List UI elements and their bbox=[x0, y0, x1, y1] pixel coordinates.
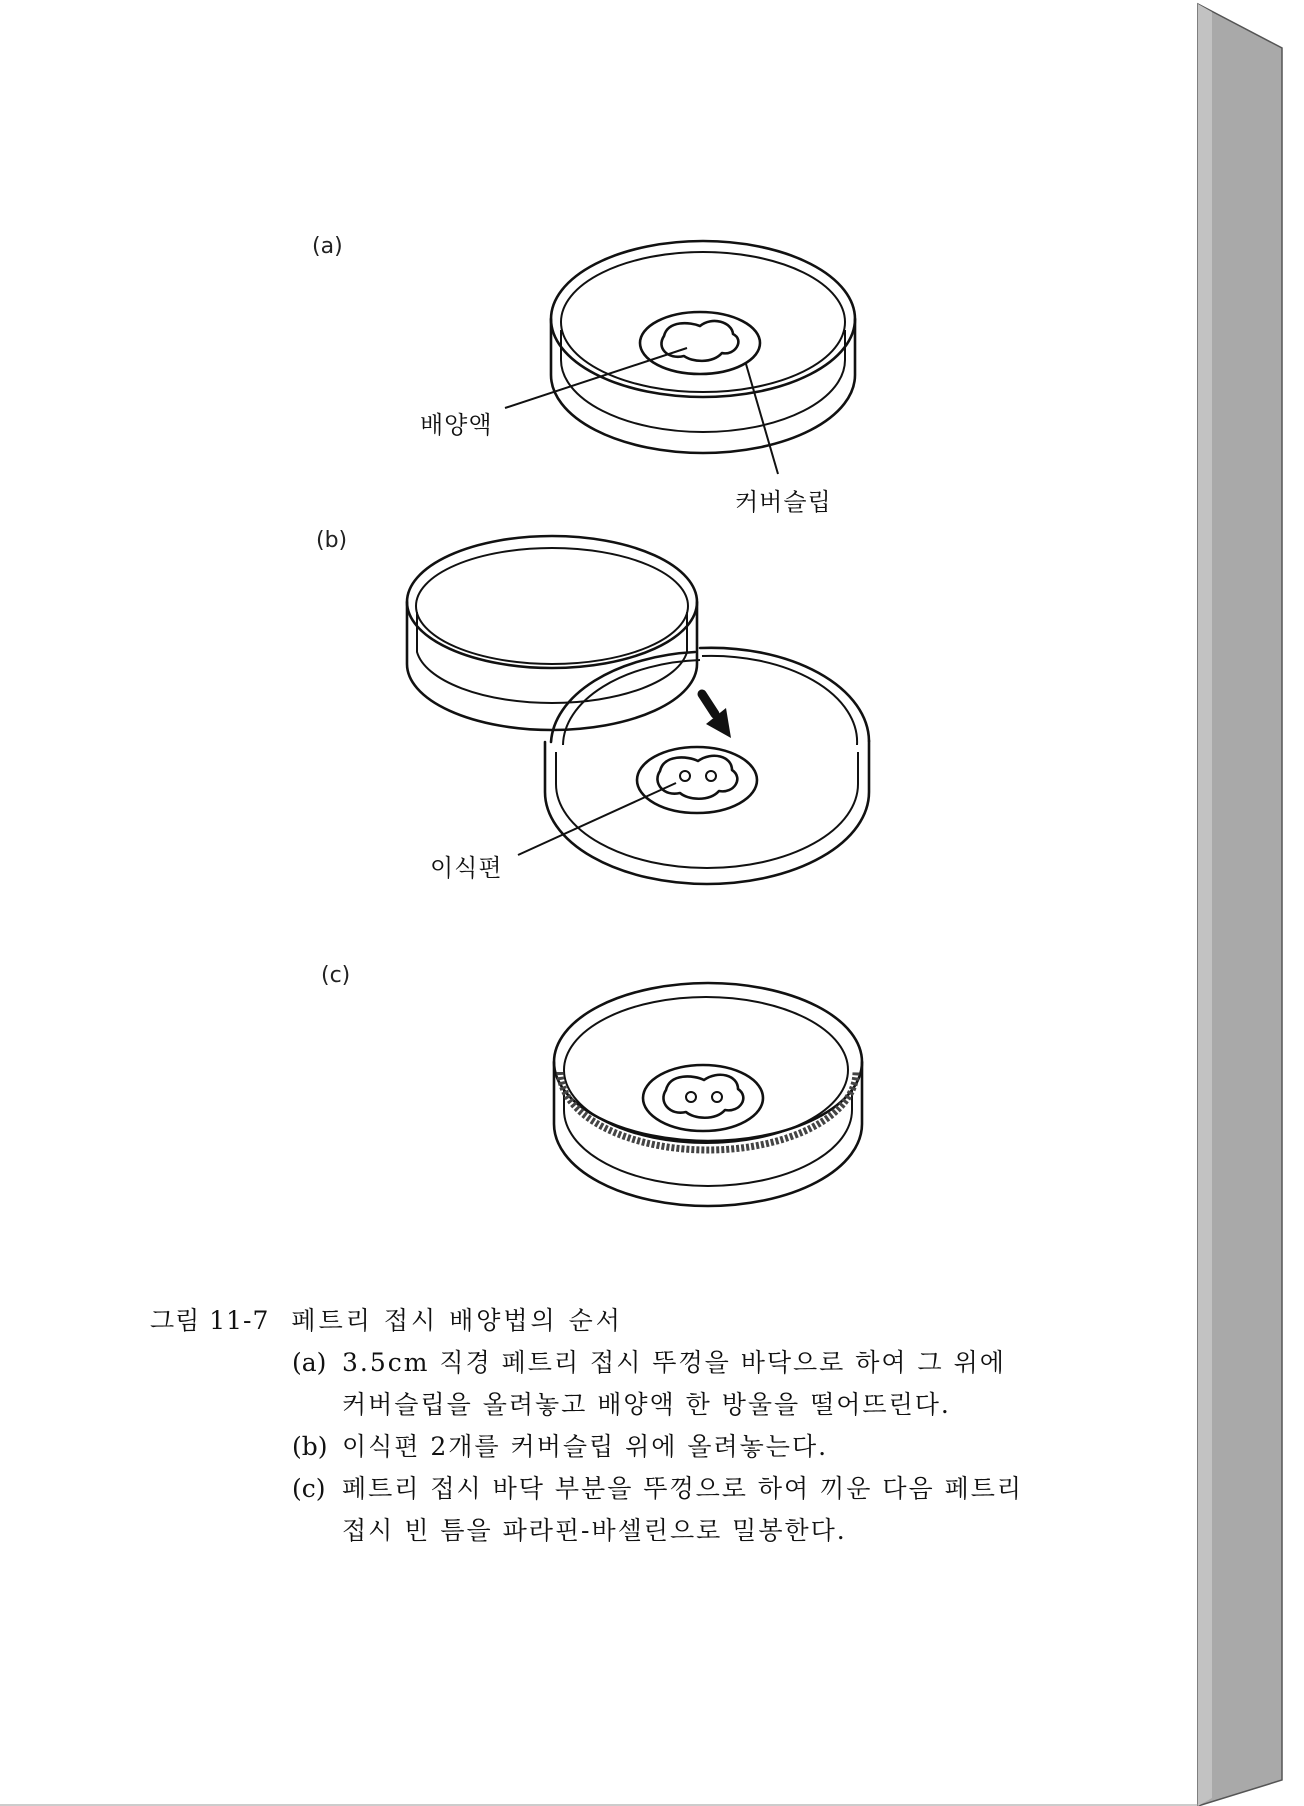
panel-c-label: (c) bbox=[321, 963, 351, 988]
panel-b-base bbox=[518, 648, 869, 884]
step-key: (b) bbox=[292, 1432, 328, 1461]
panel-b-label: (b) bbox=[316, 528, 348, 553]
figure-caption bbox=[150, 1300, 1050, 1552]
step-key: (a) bbox=[292, 1348, 327, 1377]
panel-b-lid bbox=[407, 536, 697, 730]
caption-step-b bbox=[292, 1426, 1050, 1468]
step-line: 접시 빈 틈을 파라핀-바셀린으로 밀봉한다. bbox=[342, 1516, 847, 1545]
caption-number: 그림 11-7 bbox=[150, 1306, 270, 1335]
step-line: 3.5cm 직경 페트리 접시 뚜껑을 바닥으로 하여 그 위에 bbox=[342, 1348, 1006, 1377]
callout-coverslip: 커버슬립 bbox=[735, 488, 832, 516]
caption-title: 페트리 접시 배양법의 순서 bbox=[291, 1306, 623, 1335]
caption-step-c bbox=[292, 1468, 1050, 1510]
step-line: 이식편 2개를 커버슬립 위에 올려놓는다. bbox=[342, 1432, 829, 1461]
caption-title-row bbox=[150, 1300, 1050, 1342]
panel-a-dish bbox=[505, 241, 855, 474]
panel-a-label: (a) bbox=[312, 234, 343, 259]
step-line: 커버슬립을 올려놓고 배양액 한 방울을 떨어뜨린다. bbox=[342, 1390, 951, 1419]
callout-culture-medium: 배양액 bbox=[420, 411, 493, 439]
caption-step-a bbox=[292, 1342, 1050, 1384]
callout-explant: 이식편 bbox=[430, 854, 503, 882]
panel-c-dish bbox=[554, 983, 862, 1206]
step-key: (c) bbox=[292, 1474, 326, 1503]
step-line: 페트리 접시 바닥 부분을 뚜껑으로 하여 끼운 다음 페트리 bbox=[342, 1474, 1024, 1503]
